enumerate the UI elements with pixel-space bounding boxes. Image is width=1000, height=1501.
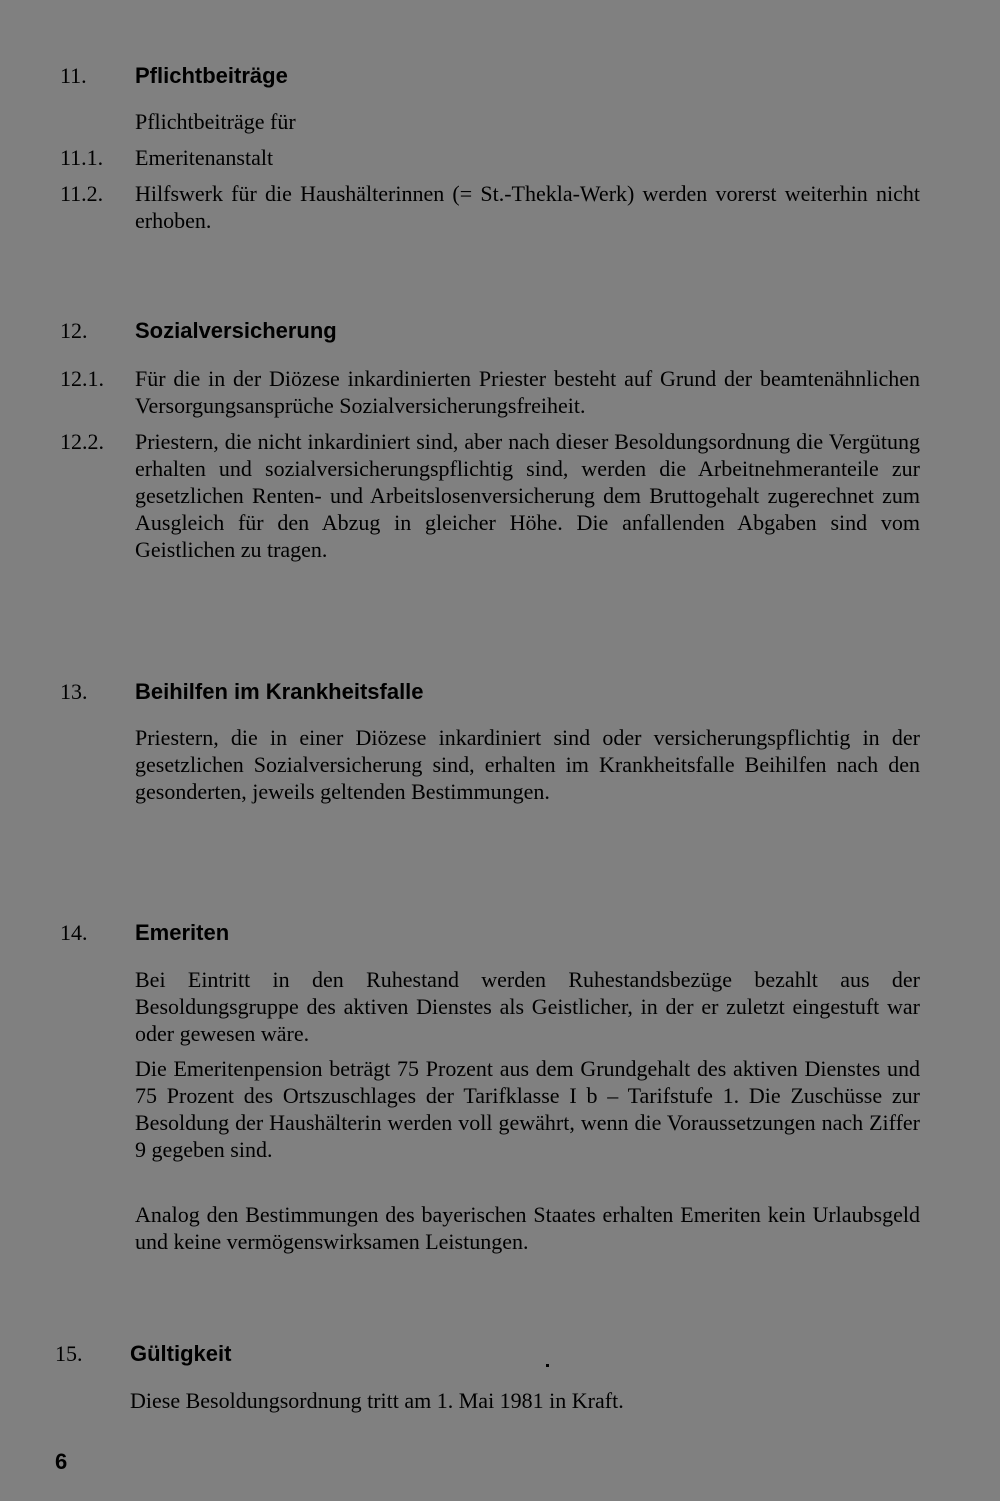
section-number: 15. <box>55 1341 83 1366</box>
section-intro: Pflichtbeiträge für <box>135 109 296 134</box>
section-title: Sozialversicherung <box>135 318 337 343</box>
page-number: 6 <box>55 1449 68 1474</box>
section-title: Beihilfen im Krankheitsfalle <box>135 679 424 704</box>
section-number: 14. <box>60 920 88 945</box>
section-title: Gültigkeit <box>130 1341 232 1366</box>
section-number: 11. <box>60 63 87 88</box>
item-number: 12.2. <box>60 429 104 454</box>
item-number: 12.1. <box>60 366 104 391</box>
section-paragraph: Die Emeritenpension beträgt 75 Prozent aus dem Grundgehalt des aktiven Dienstes und 75 Prozent des Ortszuschlages der Tarifklasse I b – Tarifstufe 1. Die Zuschüsse zur Besoldung der Haushälterin werden voll gewährt, wenn die Voraussetzungen nach Ziffer 9 gegeben sind. <box>135 1056 920 1162</box>
item-number: 11.2. <box>60 181 104 206</box>
item-text: Emeritenanstalt <box>135 145 274 170</box>
section-paragraph: Bei Eintritt in den Ruhestand werden Ruhestandsbezüge bezahlt aus der Besoldungsgruppe des aktiven Dienstes als Geistlicher, in der er zuletzt eingestuft war oder gewesen wäre. <box>135 967 920 1046</box>
item-text: Für die in der Diözese inkardinierten Priester besteht auf Grund der beamtenähnlichen Versorgungsansprüche Sozialversicherungsfreiheit. <box>135 366 920 418</box>
section-paragraph: Diese Besoldungsordnung tritt am 1. Mai 1981 in Kraft. <box>130 1388 624 1413</box>
item-number: 11.1. <box>60 145 104 170</box>
section-number: 13. <box>60 679 88 704</box>
section-title: Pflichtbeiträge <box>135 63 288 88</box>
section-number: 12. <box>60 318 88 343</box>
section-title: Emeriten <box>135 920 230 945</box>
print-speck <box>546 1364 549 1367</box>
section-paragraph: Analog den Bestimmungen des bayerischen Staates erhalten Emeriten kein Urlaubsgeld und keine vermögenswirksamen Leistungen. <box>135 1202 920 1254</box>
item-text: Hilfswerk für die Haushälterinnen (= St.-Thekla-Werk) werden vorerst weiterhin nicht erhoben. <box>135 181 920 233</box>
section-paragraph: Priestern, die in einer Diözese inkardiniert sind oder versicherungspflichtig in der gesetzlichen Sozialversicherung sind, erhalten im Krankheitsfalle Beihilfen nach den gesonderten, jeweils geltenden Bestimmungen. <box>135 725 920 804</box>
item-text: Priestern, die nicht inkardiniert sind, aber nach dieser Besoldungsordnung die Vergütung erhalten und sozialversicherungspflichtig sind, werden die Arbeitnehmeranteile zur gesetzlichen Renten- und Arbeitslosenversicherung dem Bruttogehalt zugerechnet zum Ausgleich für den Abzug in gleicher Höhe. Die anfallenden Abgaben sind vom Geistlichen zu tragen. <box>135 429 920 562</box>
